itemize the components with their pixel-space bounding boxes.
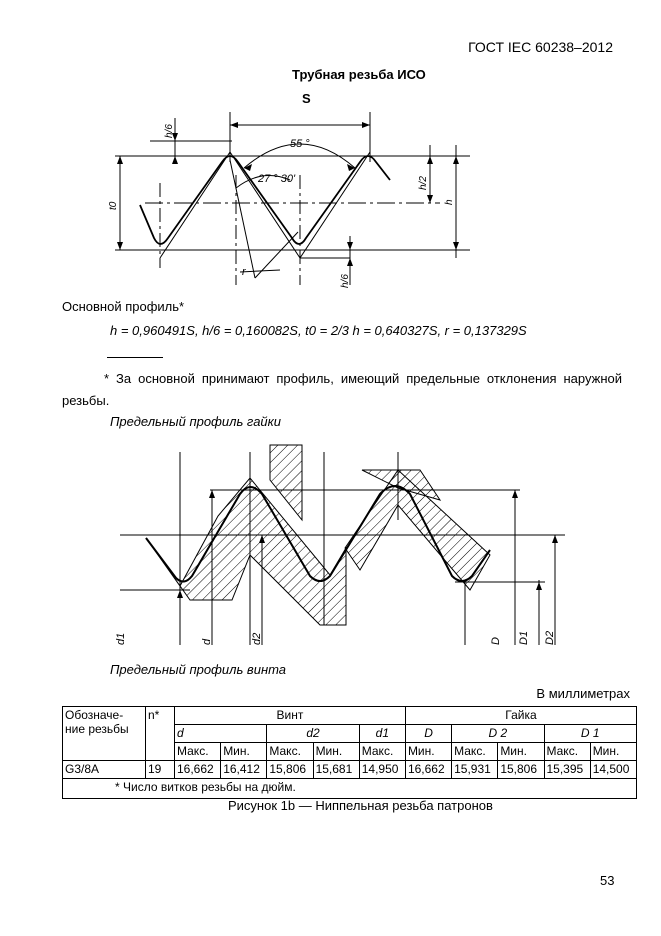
figure-caption: Рисунок 1b — Ниппельная резьба патронов xyxy=(228,798,493,813)
th-nut: Гайка xyxy=(405,707,636,725)
cell-D2-max: 15,806 xyxy=(498,761,544,779)
basic-profile-diagram xyxy=(100,108,480,293)
cell-d2-max: 15,806 xyxy=(267,761,313,779)
label-h: h xyxy=(444,199,455,205)
th-max: Макс. xyxy=(544,743,590,761)
units-label: В миллиметрах xyxy=(536,686,630,701)
th-max: Макс. xyxy=(175,743,221,761)
th-max: Макс. xyxy=(359,743,405,761)
cell-designation: G3/8A xyxy=(63,761,146,779)
label-d2: d2 xyxy=(251,632,263,645)
cell-D1-max: 14,500 xyxy=(590,761,636,779)
footnote-divider xyxy=(107,357,163,358)
figure-title: Трубная резьба ИСО xyxy=(292,67,426,82)
label-h6-top: h/6 xyxy=(164,124,175,138)
label-D: D xyxy=(490,637,502,645)
limit-profile-diagram xyxy=(100,440,570,662)
label-d: d xyxy=(201,638,213,645)
cell-d-min: 16,412 xyxy=(221,761,267,779)
th-max: Макс. xyxy=(267,743,313,761)
basic-profile-caption: Основной профиль* xyxy=(62,299,185,314)
thread-table xyxy=(62,706,637,799)
label-55: 55 ° xyxy=(290,138,310,150)
label-h2: h/2 xyxy=(418,176,429,190)
label-h6-bottom: h/6 xyxy=(340,274,351,288)
th-d: d xyxy=(175,725,267,743)
cell-d2-min: 15,681 xyxy=(313,761,359,779)
page-number: 53 xyxy=(600,873,615,888)
label-r: r xyxy=(242,266,246,278)
th-min: Мин. xyxy=(405,743,451,761)
th-min: Мин. xyxy=(221,743,267,761)
basic-profile-formula: h = 0,960491S, h/6 = 0,160082S, t0 = 2/3 h = 0,640327S, r = 0,137329S xyxy=(110,323,527,338)
th-max: Макс. xyxy=(452,743,498,761)
label-d1: d1 xyxy=(115,632,127,645)
th-n: n* xyxy=(146,707,175,761)
th-min: Мин. xyxy=(498,743,544,761)
label-D1: D1 xyxy=(518,630,530,645)
cell-d-max: 16,662 xyxy=(175,761,221,779)
th-min: Мин. xyxy=(590,743,636,761)
th-D: D xyxy=(405,725,451,743)
th-D1: D 1 xyxy=(544,725,637,743)
nut-profile-caption: Предельный профиль гайки xyxy=(110,414,282,429)
th-D2: D 2 xyxy=(452,725,544,743)
page-header-standard: ГОСТ IEC 60238–2012 xyxy=(468,39,613,55)
label-27-30: 27 ° 30' xyxy=(258,173,296,185)
th-designation: Обозначе-ние резьбы xyxy=(63,707,146,761)
table-row xyxy=(63,761,637,779)
cell-n: 19 xyxy=(146,761,175,779)
screw-profile-caption: Предельный профиль винта xyxy=(110,662,287,677)
cell-D-min: 16,662 xyxy=(405,761,451,779)
th-d1: d1 xyxy=(359,725,405,743)
cell-d1-max: 14,950 xyxy=(359,761,405,779)
label-D2: D2 xyxy=(544,630,556,645)
label-t0: t0 xyxy=(108,201,119,210)
cell-D1-min: 15,395 xyxy=(544,761,590,779)
table-footnote: * Число витков резьбы на дюйм. xyxy=(63,779,637,799)
basic-profile-footnote: * За основной принимают профиль, имеющий предельные отклонения наружной резьбы. xyxy=(62,371,622,408)
cell-D2-min: 15,931 xyxy=(452,761,498,779)
th-d2: d2 xyxy=(267,725,359,743)
th-min: Мин. xyxy=(313,743,359,761)
th-screw: Винт xyxy=(175,707,406,725)
pitch-label: S xyxy=(302,91,311,106)
